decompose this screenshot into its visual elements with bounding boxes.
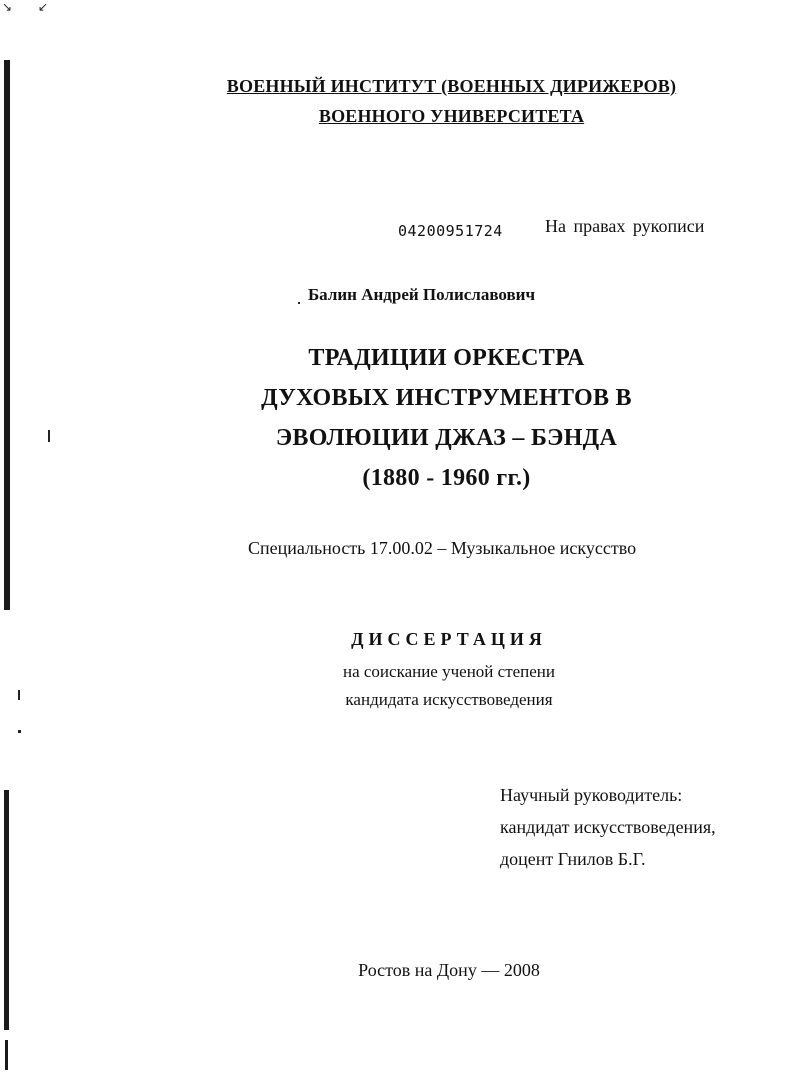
thesis-title-line3: ЭВОЛЮЦИИ ДЖАЗ – БЭНДА bbox=[275, 425, 618, 451]
thesis-title-line1: ТРАДИЦИИ ОРКЕСТРА bbox=[308, 345, 585, 371]
city-year: Ростов на Дону — 2008 bbox=[358, 960, 540, 980]
thesis-title-years: (1880 - 1960 гг.) bbox=[362, 465, 531, 491]
rights-note: На правах рукописи bbox=[545, 216, 705, 236]
scan-edge-artifact bbox=[5, 1040, 8, 1070]
thesis-title-line2: ДУХОВЫХ ИНСТРУМЕНТОВ В bbox=[261, 385, 632, 411]
supervisor-degree: кандидат искусствоведения, bbox=[500, 817, 716, 837]
corner-mark: ↙ bbox=[38, 0, 49, 14]
corner-mark: ↘ bbox=[2, 0, 13, 14]
scan-edge-artifact bbox=[4, 60, 10, 610]
institute-name-line1: ВОЕННЫЙ ИНСТИТУТ (ВОЕННЫХ ДИРИЖЕРОВ) bbox=[226, 76, 677, 96]
dissertation-degree-line2: кандидата искусствоведения bbox=[345, 690, 553, 709]
dissertation-heading: ДИССЕРТАЦИЯ bbox=[351, 629, 547, 649]
supervisor-label: Научный руководитель: bbox=[500, 785, 683, 805]
institute-name-line2: ВОЕННОГО УНИВЕРСИТЕТА bbox=[318, 106, 585, 126]
scan-edge-artifact bbox=[4, 790, 9, 1030]
dissertation-degree-line1: на соискание ученой степени bbox=[342, 662, 556, 681]
specialty-line: Специальность 17.00.02 – Музыкальное искусство bbox=[248, 538, 637, 558]
supervisor-name: доцент Гнилов Б.Г. bbox=[500, 849, 646, 869]
author-name: Балин Андрей Полиславович bbox=[307, 285, 536, 304]
scan-speck bbox=[18, 730, 21, 733]
catalog-code: 04200951724 bbox=[398, 222, 503, 240]
